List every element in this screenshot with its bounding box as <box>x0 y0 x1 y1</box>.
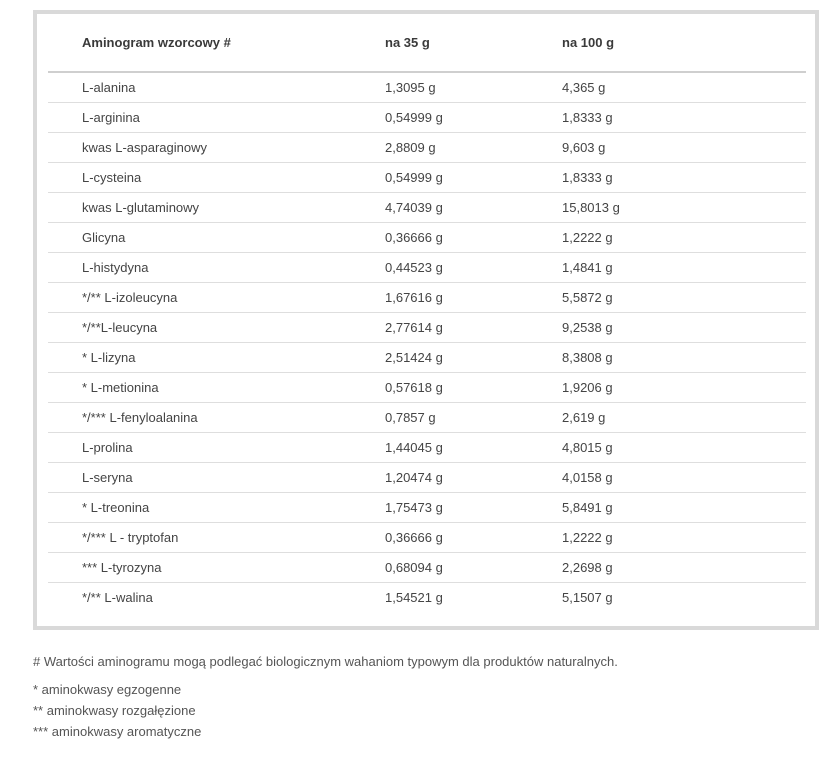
table-row <box>48 103 806 133</box>
legend-rozgalezione: ** aminokwasy rozgałęzione <box>33 703 196 718</box>
amount-100g-cell: 5,8491 g <box>562 493 806 523</box>
amino-name-cell: */*** L - tryptofan <box>48 523 385 553</box>
amount-35g-cell: 1,75473 g <box>385 493 562 523</box>
table-row <box>48 403 806 433</box>
table-header-row <box>48 14 806 72</box>
amount-35g-cell: 0,36666 g <box>385 223 562 253</box>
amino-name-cell: Glicyna <box>48 223 385 253</box>
amount-100g-cell: 9,2538 g <box>562 313 806 343</box>
amino-name-cell: * L-treonina <box>48 493 385 523</box>
table-row <box>48 223 806 253</box>
amount-35g-cell: 0,36666 g <box>385 523 562 553</box>
header-aminogram: Aminogram wzorcowy # <box>48 14 385 72</box>
amount-100g-cell: 1,8333 g <box>562 103 806 133</box>
amino-name-cell: L-histydyna <box>48 253 385 283</box>
notes <box>33 651 618 742</box>
table-row <box>48 343 806 373</box>
amount-100g-cell: 1,9206 g <box>562 373 806 403</box>
amount-35g-cell: 2,77614 g <box>385 313 562 343</box>
table-row <box>48 283 806 313</box>
table-row <box>48 583 806 613</box>
amount-100g-cell: 5,5872 g <box>562 283 806 313</box>
amino-name-cell: kwas L-asparaginowy <box>48 133 385 163</box>
amount-35g-cell: 1,20474 g <box>385 463 562 493</box>
amino-name-cell: L-cysteina <box>48 163 385 193</box>
amino-name-cell: */**L-leucyna <box>48 313 385 343</box>
amount-35g-cell: 0,54999 g <box>385 163 562 193</box>
table-row <box>48 253 806 283</box>
amount-100g-cell: 2,619 g <box>562 403 806 433</box>
disclaimer-note: # Wartości aminogramu mogą podlegać biologicznym wahaniom typowym dla produktów naturalnych. <box>33 654 618 669</box>
amount-100g-cell: 8,3808 g <box>562 343 806 373</box>
amino-name-cell: * L-lizyna <box>48 343 385 373</box>
amount-35g-cell: 1,44045 g <box>385 433 562 463</box>
table-row <box>48 133 806 163</box>
amount-100g-cell: 4,365 g <box>562 72 806 103</box>
amount-35g-cell: 0,54999 g <box>385 103 562 133</box>
amount-100g-cell: 15,8013 g <box>562 193 806 223</box>
table-row <box>48 373 806 403</box>
amount-100g-cell: 4,0158 g <box>562 463 806 493</box>
table-row <box>48 72 806 103</box>
amount-35g-cell: 0,57618 g <box>385 373 562 403</box>
amino-name-cell: L-alanina <box>48 72 385 103</box>
aminogram-table-frame <box>33 10 819 630</box>
table-row <box>48 313 806 343</box>
aminogram-table <box>48 14 806 612</box>
amount-100g-cell: 1,8333 g <box>562 163 806 193</box>
amount-35g-cell: 2,8809 g <box>385 133 562 163</box>
header-per-35g: na 35 g <box>385 14 562 72</box>
amino-name-cell: */** L-izoleucyna <box>48 283 385 313</box>
table-row <box>48 493 806 523</box>
amount-35g-cell: 0,7857 g <box>385 403 562 433</box>
amino-name-cell: L-seryna <box>48 463 385 493</box>
amount-100g-cell: 5,1507 g <box>562 590 613 605</box>
amino-name-cell: */*** L-fenyloalanina <box>48 403 385 433</box>
table-row <box>48 523 806 553</box>
amount-35g-cell: 1,3095 g <box>385 72 562 103</box>
amino-name-cell: */** L-walina <box>82 590 153 605</box>
amount-35g-cell: 1,54521 g <box>385 590 443 605</box>
amount-100g-cell: 2,2698 g <box>562 553 806 583</box>
amount-100g-cell: 1,4841 g <box>562 253 806 283</box>
amount-35g-cell: 1,67616 g <box>385 283 562 313</box>
amount-35g-cell: 2,51424 g <box>385 343 562 373</box>
amino-name-cell: L-arginina <box>48 103 385 133</box>
table-row <box>48 463 806 493</box>
amount-100g-cell: 9,603 g <box>562 133 806 163</box>
amino-name-cell: *** L-tyrozyna <box>48 553 385 583</box>
amount-100g-cell: 4,8015 g <box>562 433 806 463</box>
amount-100g-cell: 1,2222 g <box>562 523 806 553</box>
table-row <box>48 433 806 463</box>
table-row <box>48 163 806 193</box>
amino-name-cell: kwas L-glutaminowy <box>48 193 385 223</box>
amount-35g-cell: 4,74039 g <box>385 193 562 223</box>
amino-name-cell: * L-metionina <box>48 373 385 403</box>
legend-aromatyczne: *** aminokwasy aromatyczne <box>33 724 202 739</box>
header-per-100g: na 100 g <box>562 14 806 72</box>
amount-35g-cell: 0,68094 g <box>385 553 562 583</box>
table-row <box>48 553 806 583</box>
amount-35g-cell: 0,44523 g <box>385 253 562 283</box>
table-row <box>48 193 806 223</box>
amino-name-cell: L-prolina <box>48 433 385 463</box>
amount-100g-cell: 1,2222 g <box>562 223 806 253</box>
legend-egzogenne: * aminokwasy egzogenne <box>33 682 182 697</box>
